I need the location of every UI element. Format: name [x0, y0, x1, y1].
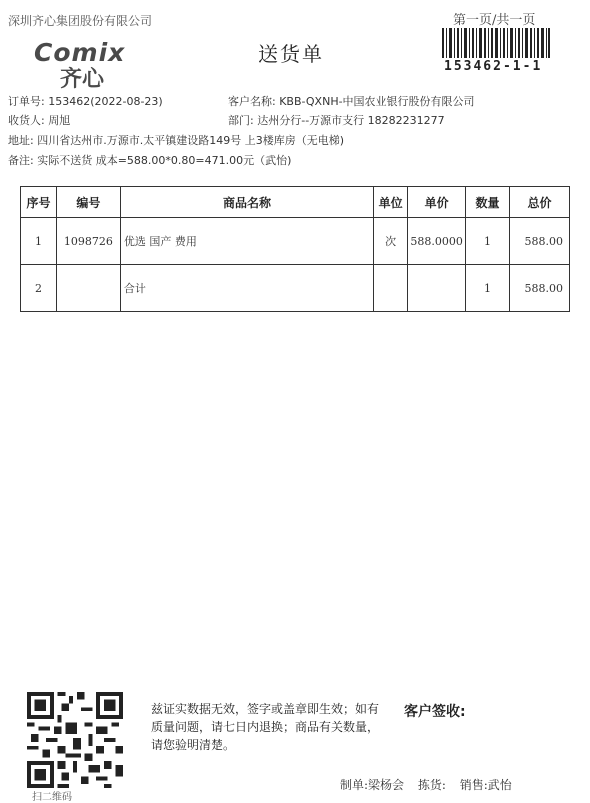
cell-code	[56, 265, 120, 312]
order-label: 订单号:	[8, 95, 45, 108]
cell-seq: 2	[21, 265, 57, 312]
logo-text-en: Comix	[34, 38, 126, 67]
cell-total: 588.00	[509, 218, 569, 265]
department-label: 部门:	[228, 114, 254, 127]
col-header-price: 单价	[408, 187, 466, 218]
barcode-image	[442, 28, 550, 58]
address-label: 地址:	[8, 134, 34, 147]
maker-label: 制单:梁杨会	[340, 778, 405, 792]
cell-name: 合计	[120, 265, 373, 312]
receiver-label: 收货人:	[8, 114, 45, 127]
customer-signature-label: 客户签收:	[404, 704, 466, 720]
barcode-number: 153462-1-1	[444, 59, 543, 74]
cell-price	[408, 265, 466, 312]
cell-unit: 次	[374, 218, 408, 265]
department-value: 达州分行--万源市支行 18282231277	[257, 114, 445, 127]
table-header-row	[21, 187, 570, 218]
cell-qty: 1	[466, 265, 510, 312]
document-title: 送货单	[258, 42, 324, 66]
col-header-name: 商品名称	[120, 187, 373, 218]
order-number-row	[8, 93, 163, 109]
goods-table	[20, 186, 570, 312]
col-header-seq: 序号	[21, 187, 57, 218]
remark-value: 实际不送货 成本=588.00*0.80=471.00元（武怡)	[37, 154, 292, 167]
receiver-row	[8, 112, 70, 128]
order-value: 153462(2022-08-23)	[48, 95, 163, 108]
remark-label: 备注:	[8, 154, 34, 167]
cell-unit	[374, 265, 408, 312]
comix-logo	[30, 38, 158, 92]
table-row	[21, 265, 570, 312]
cell-total: 588.00	[509, 265, 569, 312]
customer-value: KBB-QXNH-中国农业银行股份有限公司	[279, 95, 475, 108]
remark-row	[8, 152, 291, 168]
page-indicator: 第一页/共一页	[453, 13, 536, 28]
footer-staff	[340, 776, 522, 793]
cell-code: 1098726	[56, 218, 120, 265]
cell-name: 优选 国产 费用	[120, 218, 373, 265]
cell-price: 588.0000	[408, 218, 466, 265]
col-header-unit: 单位	[374, 187, 408, 218]
seller-label: 销售:武怡	[459, 778, 512, 792]
qr-code-label: 扫二维码	[32, 792, 72, 803]
col-header-code: 编号	[56, 187, 120, 218]
qr-code-image	[26, 692, 124, 788]
col-header-qty: 数量	[466, 187, 510, 218]
department-row	[228, 112, 445, 128]
address-row	[8, 132, 344, 148]
customer-row	[228, 93, 475, 109]
customer-label: 客户名称:	[228, 95, 276, 108]
receiver-value: 周旭	[48, 114, 71, 127]
picker-label: 拣货:	[417, 778, 446, 792]
company-name: 深圳齐心集团股份有限公司	[8, 14, 153, 28]
notice-text: 兹证实数据无效，签字或盖章即生效；如有质量问题，请七日内退换；商品有关数量，请您验明清楚。	[151, 702, 380, 752]
col-header-total: 总价	[509, 187, 569, 218]
address-value: 四川省达州市.万源市.太平镇建设路149号 上3楼库房（无电梯)	[37, 134, 344, 147]
cell-qty: 1	[466, 218, 510, 265]
logo-text-cn: 齐心	[60, 67, 105, 92]
cell-seq: 1	[21, 218, 57, 265]
table-row	[21, 218, 570, 265]
